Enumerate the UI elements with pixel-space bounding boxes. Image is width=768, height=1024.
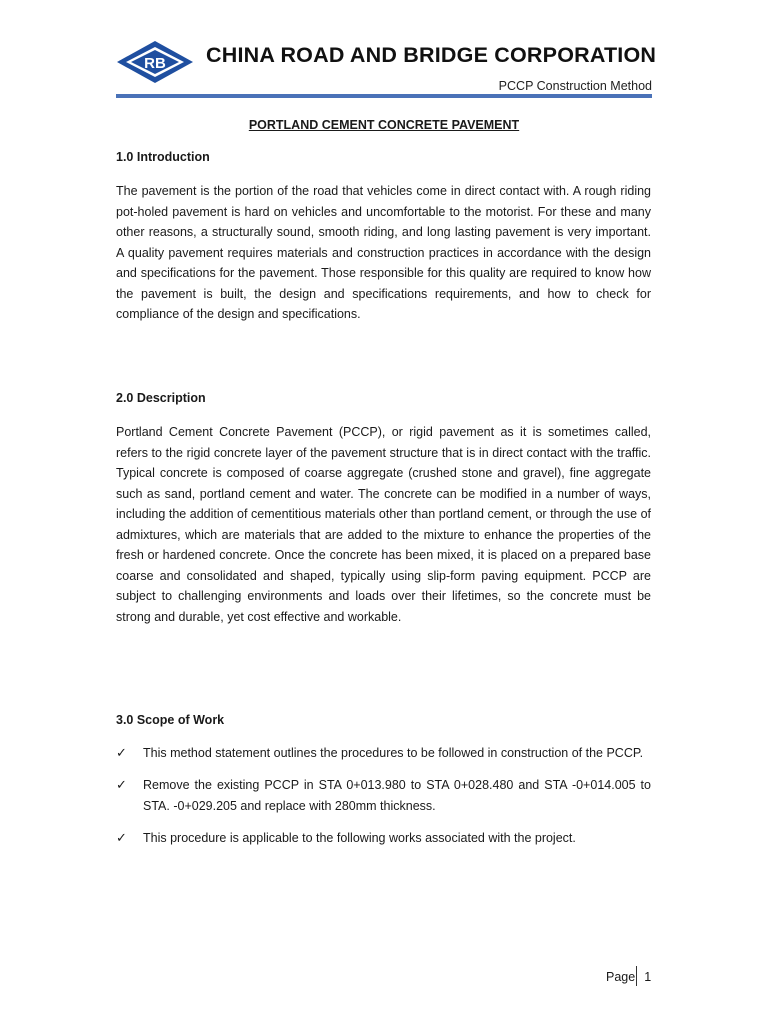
page-footer xyxy=(606,966,651,986)
checkmark-icon: ✓ xyxy=(116,831,127,846)
section-heading-introduction: 1.0 Introduction xyxy=(116,150,210,164)
list-item xyxy=(116,828,651,849)
page-number: 1 xyxy=(644,970,652,984)
document-subtitle: PCCP Construction Method xyxy=(498,79,652,93)
section-heading-description: 2.0 Description xyxy=(116,391,206,405)
footer-divider xyxy=(636,966,637,986)
section-body-introduction: The pavement is the portion of the road that vehicles come in direct contact with. A rough riding pot-holed pavement is hard on vehicles and uncomfortable to the motorist. For these and many other reasons, a structurally sound, smooth riding, and long lasting pavement is very important. A quality pavement requires materials and construction practices in accordance with the design and specifications for the pavement. Those responsible for this quality are required to know how the pavement is built, the design and specifications requirements, and how to check for compliance of the design and specifications. xyxy=(116,184,651,321)
document-title: PORTLAND CEMENT CONCRETE PAVEMENT xyxy=(248,118,520,132)
company-logo xyxy=(116,40,194,84)
checkmark-icon: ✓ xyxy=(116,746,127,761)
list-item xyxy=(116,775,651,817)
list-item xyxy=(116,743,651,764)
company-name: CHINA ROAD AND BRIDGE CORPORATION xyxy=(206,43,657,67)
scope-bullet-list xyxy=(116,743,651,860)
page-label: Page xyxy=(606,970,636,984)
list-item-text: This method statement outlines the procedures to be followed in construction of the PCCP. xyxy=(143,746,644,760)
checkmark-icon: ✓ xyxy=(116,778,127,793)
logo-text: RB xyxy=(144,55,166,72)
section-body-description: Portland Cement Concrete Pavement (PCCP), or rigid pavement as it is sometimes called, refers to the rigid concrete layer of the pavement structure that is in direct contact with the traffic. Typical concrete is composed of coarse aggregate (crushed stone and gravel), fine aggregate such as sand, portland cement and water. The concrete can be modified in a number of ways, including the addition of cementitious materials other than portland cement, or through the use of admixtures, which are materials that are added to the mixture to enhance the properties of the fresh or hardened concrete. Once the concrete has been mixed, it is placed on a prepared base coarse and consolidated and shaped, typically using slip-form paving equipment. PCCP are subject to challenging environments and loads over their lifetimes, so the concrete must be strong and durable, yet cost effective and workable. xyxy=(116,425,651,624)
list-item-text: This procedure is applicable to the following works associated with the project. xyxy=(143,831,576,845)
list-item-text: Remove the existing PCCP in STA 0+013.980 to STA 0+028.480 and STA -0+014.005 to STA. -0+029.205 and replace with 280mm thickness. xyxy=(143,778,651,813)
header-rule xyxy=(116,94,652,98)
section-heading-scope: 3.0 Scope of Work xyxy=(116,713,225,727)
